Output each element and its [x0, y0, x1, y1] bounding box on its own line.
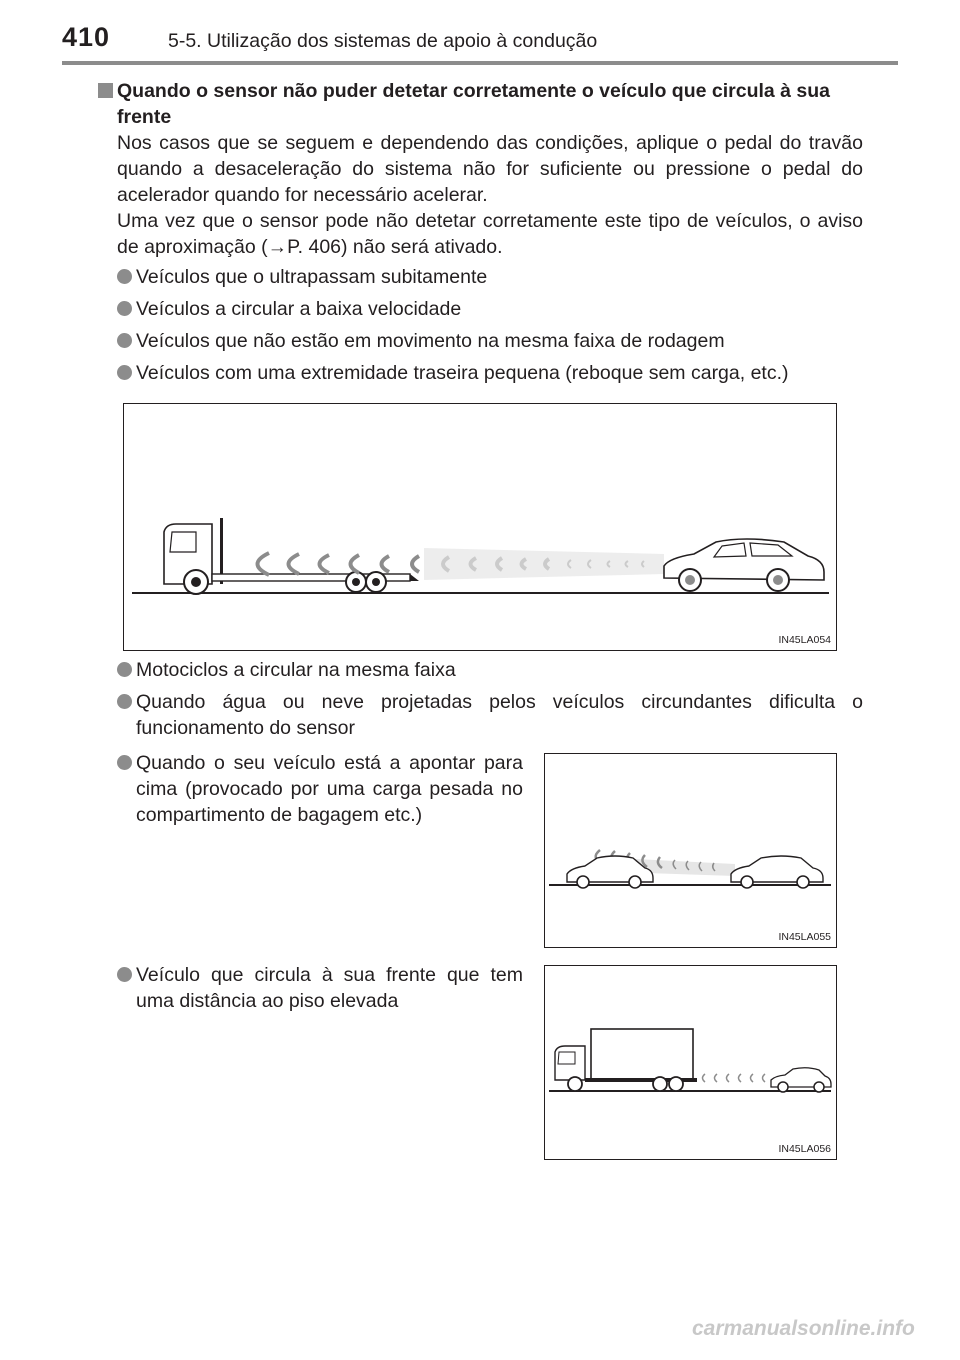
- list-item-text: Quando água ou neve projetadas pelos veículos circundantes dificulta o funcionamento do sensor: [136, 691, 863, 739]
- bullet-dot-icon: [117, 269, 132, 284]
- list-item: [117, 750, 523, 828]
- list-item: [117, 360, 863, 386]
- two-cars-illustration-svg: [545, 754, 836, 947]
- high-truck-illustration-svg: [545, 966, 836, 1159]
- list-item: [117, 264, 863, 290]
- list-item-text: Veículos que não estão em movimento na mesma faixa de rodagem: [136, 330, 725, 352]
- list-item-text: Quando o seu veículo está a apontar para cima (provocado por uma carga pesada no compartimento de bagagem etc.): [136, 752, 523, 826]
- bullet-dot-icon: [117, 333, 132, 348]
- list-item: [117, 328, 863, 354]
- paragraph: Nos casos que se seguem e dependendo das condições, aplique o pedal do travão quando a desaceleração do sistema não for suficiente ou pressione o pedal do acelerador quando for necessário acelerar.: [117, 132, 863, 206]
- figure-high-truck-illustration: [544, 965, 837, 1160]
- list-item-text: Veículos a circular a baixa velocidade: [136, 298, 462, 320]
- figure-label: IN45LA056: [778, 1143, 831, 1155]
- figure-two-cars-illustration: [544, 753, 837, 948]
- figure-label: IN45LA055: [778, 931, 831, 943]
- heading-text: Quando o sensor não puder detetar corretamente o veículo que circula à sua frente: [117, 80, 831, 128]
- list-item-text: Veículo que circula à sua frente que tem uma distância ao piso elevada: [136, 964, 523, 1012]
- list-item: [117, 296, 863, 322]
- header-divider: [62, 61, 898, 65]
- list-item: [117, 689, 863, 741]
- figure-label: IN45LA054: [778, 634, 831, 646]
- figure-trailer-illustration: [123, 403, 837, 651]
- bullet-dot-icon: [117, 755, 132, 770]
- bullet-dot-icon: [117, 967, 132, 982]
- section-title: 5-5. Utilização dos sistemas de apoio à condução: [168, 30, 598, 52]
- bullet-dot-icon: [117, 662, 132, 677]
- paragraph: Uma vez que o sensor pode não detetar corretamente este tipo de veículos, o aviso de aproximação (→P. 406) não será ativado.: [117, 210, 863, 258]
- list-item-text: Veículos que o ultrapassam subitamente: [136, 266, 488, 288]
- bullet-dot-icon: [117, 301, 132, 316]
- trailer-illustration-svg: [124, 404, 836, 650]
- section-heading: [98, 78, 863, 130]
- list-item: [117, 962, 523, 1014]
- bullet-dot-icon: [117, 694, 132, 709]
- watermark-footer: carmanualsonline.info: [692, 1317, 915, 1340]
- square-bullet-icon: [98, 83, 113, 98]
- list-item-text: Veículos com uma extremidade traseira pequena (reboque sem carga, etc.): [136, 362, 789, 384]
- bullet-dot-icon: [117, 365, 132, 380]
- list-item: [117, 657, 863, 683]
- page-number: 410: [62, 22, 111, 52]
- list-item-text: Motociclos a circular na mesma faixa: [136, 659, 456, 681]
